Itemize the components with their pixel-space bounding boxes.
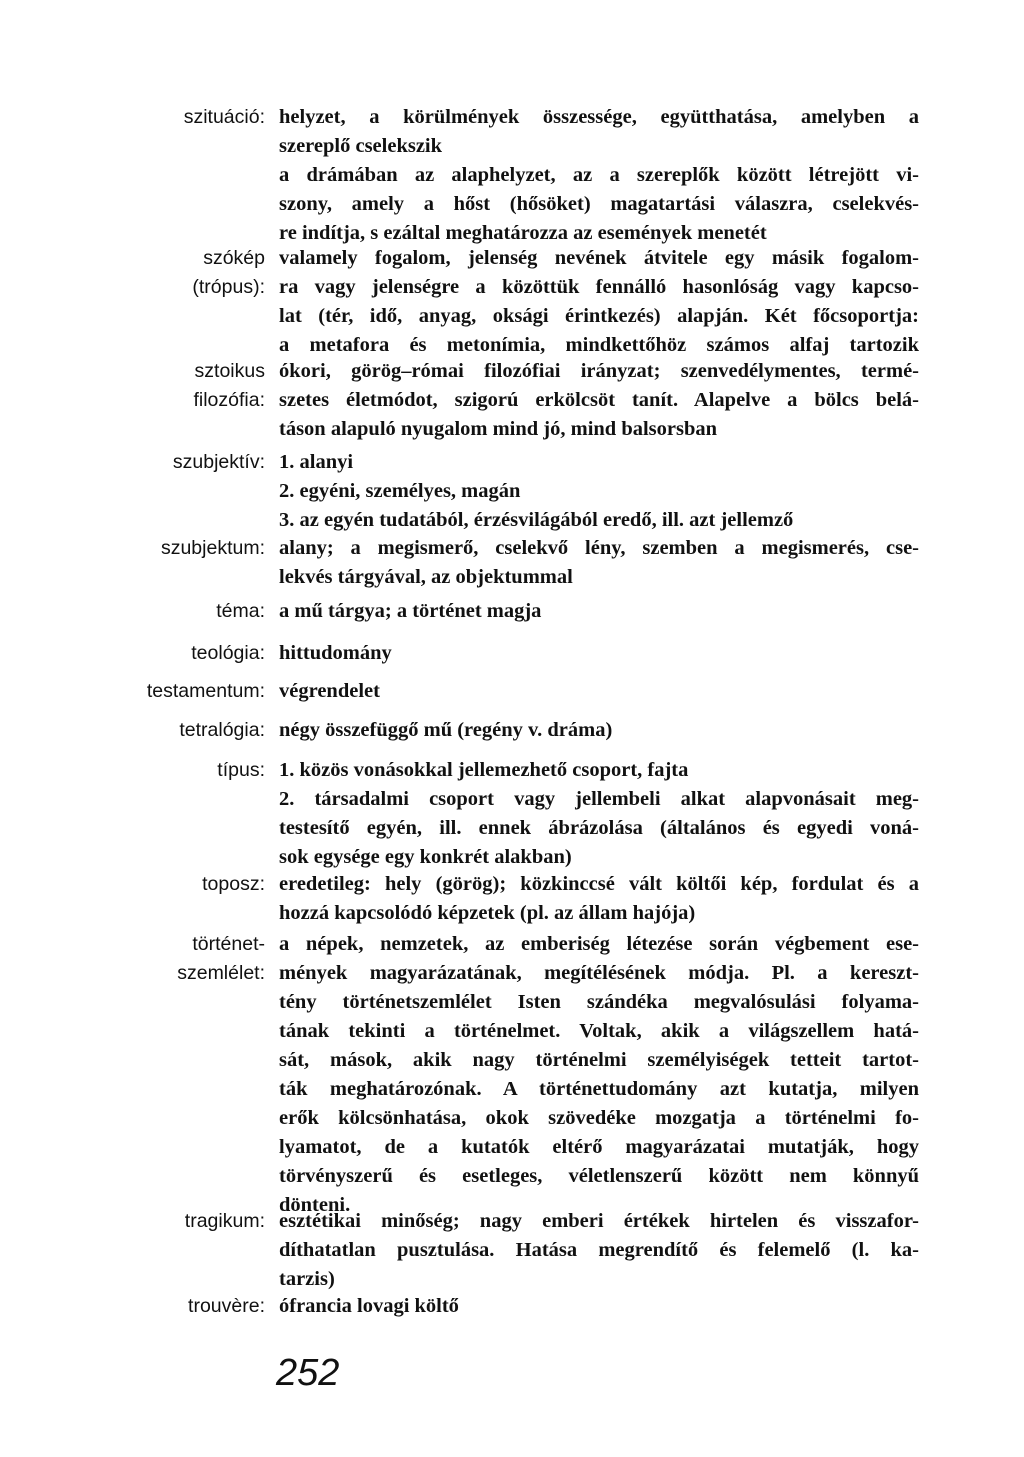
- definition-line: alany; a megismerő, cselekvő lény, szemben a megismerés, cse-: [279, 537, 919, 559]
- entry-term-line: szubjektív:: [172, 451, 265, 473]
- definition-line: táson alapuló nyugalom mind jó, mind balsorsban: [279, 418, 718, 440]
- definition-line: a népek, nemzetek, az emberiség létezése során végbement ese-: [279, 933, 919, 955]
- definition-line: testesítő egyén, ill. ennek ábrázolása (általános és egyedi voná-: [279, 817, 919, 839]
- definition-line: dönteni.: [279, 1194, 351, 1216]
- entry-term-line: tragikum:: [184, 1210, 265, 1232]
- definition-line: szetes életmódot, szigorú erkölcsöt tanít. Alapelve a bölcs belá-: [279, 389, 919, 411]
- entry-definition: [279, 448, 919, 535]
- definition-line: négy összefüggő mű (regény v. dráma): [279, 719, 613, 741]
- entry-definition: [279, 677, 919, 706]
- definition-line: 1. alanyi: [279, 451, 354, 473]
- page-number: 252: [276, 1352, 340, 1394]
- entry-term: [173, 448, 265, 477]
- definition-line: ófrancia lovagi költő: [279, 1295, 459, 1317]
- entry-term-line: (trópus):: [192, 276, 265, 298]
- entry-definition: [279, 244, 919, 360]
- entry-term: [184, 103, 265, 132]
- entry-term: [177, 930, 265, 988]
- definition-line: lekvés tárgyával, az objektummal: [279, 566, 573, 588]
- definition-line: 1. közös vonásokkal jellemezhető csoport, fajta: [279, 759, 689, 781]
- entry-term: [217, 756, 265, 785]
- definition-line: erők kölcsönhatása, okok szövedéke mozgatja a történelmi fo-: [279, 1107, 919, 1129]
- entry-definition: [279, 639, 919, 668]
- entry-term-line: testamentum:: [146, 680, 265, 702]
- definition-line: szony, amely a hőst (hősöket) magatartási válaszra, cselekvés-: [279, 193, 919, 215]
- definition-line: sok egysége egy konkrét alakban): [279, 846, 572, 868]
- definition-line: szereplő cselekszik: [279, 135, 443, 157]
- entry-term-line: toposz:: [202, 873, 265, 895]
- entry-term: [216, 597, 265, 626]
- definition-line: a drámában az alaphelyzet, az a szereplők között létrejött vi-: [279, 164, 919, 186]
- entry-term: [193, 357, 265, 415]
- definition-line: tarzis): [279, 1268, 335, 1290]
- definition-line: valamely fogalom, jelenség nevének átvitele egy másik fogalom-: [279, 247, 919, 269]
- definition-line: törvényszerű és esetleges, véletlenszerű között nem könnyű: [279, 1165, 919, 1187]
- definition-line: 3. az egyén tudatából, érzésvilágából eredő, ill. azt jellemző: [279, 509, 794, 531]
- definition-line: tának tekinti a történelmet. Voltak, akik a világszellem hatá-: [279, 1020, 919, 1042]
- definition-line: hittudomány: [279, 642, 392, 664]
- definition-line: lyamatot, de a kutatók eltérő magyarázatai mutatják, hogy: [279, 1136, 919, 1158]
- definition-line: mények magyarázatának, megítélésének módja. Pl. a kereszt-: [279, 962, 919, 984]
- definition-line: díthatatlan pusztulása. Hatása megrendítő és felemelő (l. ka-: [279, 1239, 919, 1261]
- definition-line: 2. társadalmi csoport vagy jellembeli alkat alapvonásait meg-: [279, 788, 919, 810]
- entry-term-line: szituáció:: [183, 106, 265, 128]
- definition-line: tény történetszemlélet Isten szándéka megvalósulási folyama-: [279, 991, 919, 1013]
- entry-term-line: trouvère:: [188, 1295, 265, 1317]
- entry-definition: [279, 930, 919, 1220]
- entry-term-line: szókép: [203, 247, 265, 269]
- definition-line: ókori, görög–római filozófiai irányzat; szenvedélymentes, termé-: [279, 360, 919, 382]
- entry-term-line: szemlélet:: [177, 962, 265, 984]
- entry-term: [192, 244, 265, 302]
- entry-term: [188, 1292, 265, 1321]
- entry-term-line: téma:: [216, 600, 265, 622]
- entry-term: [179, 716, 265, 745]
- entry-term-line: teológia:: [191, 642, 265, 664]
- definition-line: hozzá kapcsolódó képzetek (pl. az állam hajója): [279, 902, 696, 924]
- entry-definition: [279, 716, 919, 745]
- entry-term: [147, 677, 265, 706]
- definition-line: sát, mások, akik nagy történelmi személyiségek tetteit tartot-: [279, 1049, 919, 1071]
- entry-term-line: történet-: [192, 933, 265, 955]
- definition-line: a metafora és metonímia, mindkettőhöz számos alfaj tartozik: [279, 334, 919, 356]
- entry-term: [191, 639, 265, 668]
- entry-definition: [279, 1292, 919, 1321]
- entry-definition: [279, 534, 919, 592]
- definition-line: lat (tér, idő, anyag, oksági érintkezés) alapján. Két főcsoportja:: [279, 305, 919, 327]
- entry-definition: [279, 103, 919, 248]
- entry-term: [202, 870, 265, 899]
- definition-line: a mű tárgya; a történet magja: [279, 600, 542, 622]
- definition-line: eredetileg: hely (görög); közkinccsé vált költői kép, fordulat és a: [279, 873, 919, 895]
- entry-term: [185, 1207, 265, 1236]
- definition-line: esztétikai minőség; nagy emberi értékek hirtelen és visszafor-: [279, 1210, 919, 1232]
- entry-definition: [279, 357, 919, 444]
- entry-definition: [279, 756, 919, 872]
- entry-term-line: sztoikus: [194, 360, 265, 382]
- entry-term-line: tetralógia:: [179, 719, 265, 741]
- entry-term-line: típus:: [217, 759, 265, 781]
- definition-line: helyzet, a körülmények összessége, együtthatása, amelyben a: [279, 106, 919, 128]
- entry-term: [161, 534, 265, 563]
- definition-line: re indítja, s ezáltal meghatározza az események menetét: [279, 222, 767, 244]
- entry-definition: [279, 870, 919, 928]
- entry-definition: [279, 597, 919, 626]
- definition-line: 2. egyéni, személyes, magán: [279, 480, 521, 502]
- entry-term-line: szubjektum:: [160, 537, 265, 559]
- definition-line: ra vagy jelenségre a közöttük fennálló hasonlóság vagy kapcso-: [279, 276, 919, 298]
- definition-line: ták meghatározónak. A történettudomány azt kutatja, milyen: [279, 1078, 919, 1100]
- entry-definition: [279, 1207, 919, 1294]
- definition-line: végrendelet: [279, 680, 380, 702]
- entry-term-line: filozófia:: [193, 389, 265, 411]
